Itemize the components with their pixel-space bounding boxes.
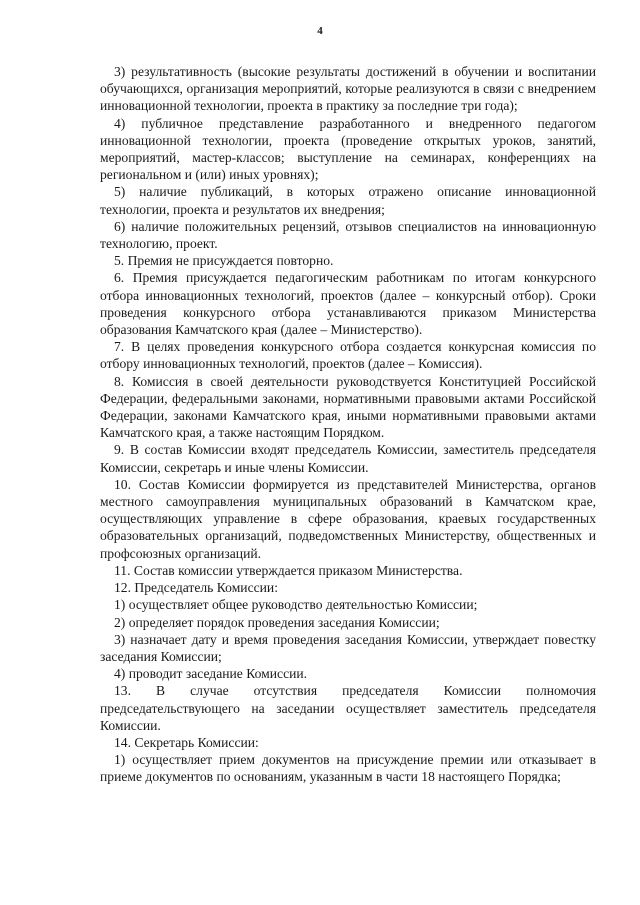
paragraph-9: 9. В состав Комиссии входят председатель Комиссии, заместитель председателя Комиссии, секретарь и иные члены Комиссии. [100, 442, 596, 475]
paragraph-12-4: 4) проводит заседание Комиссии. [114, 666, 308, 682]
paragraph-5: 5. Премия не присуждается повторно. [114, 253, 334, 269]
paragraph-12-1: 1) осуществляет общее руководство деятельностью Комиссии; [114, 597, 478, 613]
paragraph-10: 10. Состав Комиссии формируется из представителей Министерства, органов местного самоуправления муниципальных образований в Камчатском крае, осуществляющих управление в сфере образования, краевых государственных образовательных организаций, подведомственных Министерству, общественных и профсоюзных организаций. [100, 476, 596, 561]
paragraph-7: 7. В целях проведения конкурсного отбора создается конкурсная комиссия по отбору инновационных технологий, проектов (далее – Комиссия). [100, 339, 596, 372]
paragraph-8: 8. Комиссия в своей деятельности руководствуется Конституцией Российской Федерации, федеральными законами, нормативными правовыми актами Российской Федерации, законами Камчатского края, иными нормативными правовыми актами Камчатского края, а также настоящим Порядком. [100, 373, 596, 441]
paragraph-public-presentation: 4) публичное представление разработанного и внедренного педагогом инновационной технологии, проекта (проведение открытых уроков, занятий, мероприятий, мастер-классов; выступление на семинарах, конференциях на региональном и (или) иных уровнях); [100, 115, 596, 183]
paragraph-11: 11. Состав комиссии утверждается приказом Министерства. [114, 562, 463, 578]
paragraph-12: 12. Председатель Комиссии: [114, 580, 278, 596]
paragraph-14: 14. Секретарь Комиссии: [114, 734, 259, 750]
paragraph-publications: 5) наличие публикаций, в которых отражено описание инновационной технологии, проекта и результатов их внедрения; [100, 184, 596, 217]
paragraph-results: 3) результативность (высокие результаты достижений в обучении и воспитании обучающихся, организация мероприятий, которые реализуются в связи с внедрением инновационной технологии, проекта в практику за последние три года); [100, 64, 596, 114]
paragraph-6: 6. Премия присуждается педагогическим работникам по итогам конкурсного отбора инновационных технологий, проектов (далее – конкурсный отбор). Сроки проведения конкурсного отбора устанавливаются приказом Министерства образования Камчатского края (далее – Министерство). [100, 270, 596, 338]
paragraph-13: 13. В случае отсутствия председателя Комиссии полномочия председательствующего на заседании осуществляет заместитель председателя Комиссии. [100, 683, 596, 733]
document-body [100, 63, 596, 786]
page-number: 4 [317, 25, 323, 37]
paragraph-12-3: 3) назначает дату и время проведения заседания Комиссии, утверждает повестку заседания Комиссии; [100, 631, 596, 664]
paragraph-14-1: 1) осуществляет прием документов на присуждение премии или отказывает в приеме документов по основаниям, указанным в части 18 настоящего Порядка; [100, 752, 596, 785]
paragraph-reviews: 6) наличие положительных рецензий, отзывов специалистов на инновационную технологию, проект. [100, 218, 596, 252]
paragraph-12-2: 2) определяет порядок проведения заседания Комиссии; [114, 614, 440, 630]
